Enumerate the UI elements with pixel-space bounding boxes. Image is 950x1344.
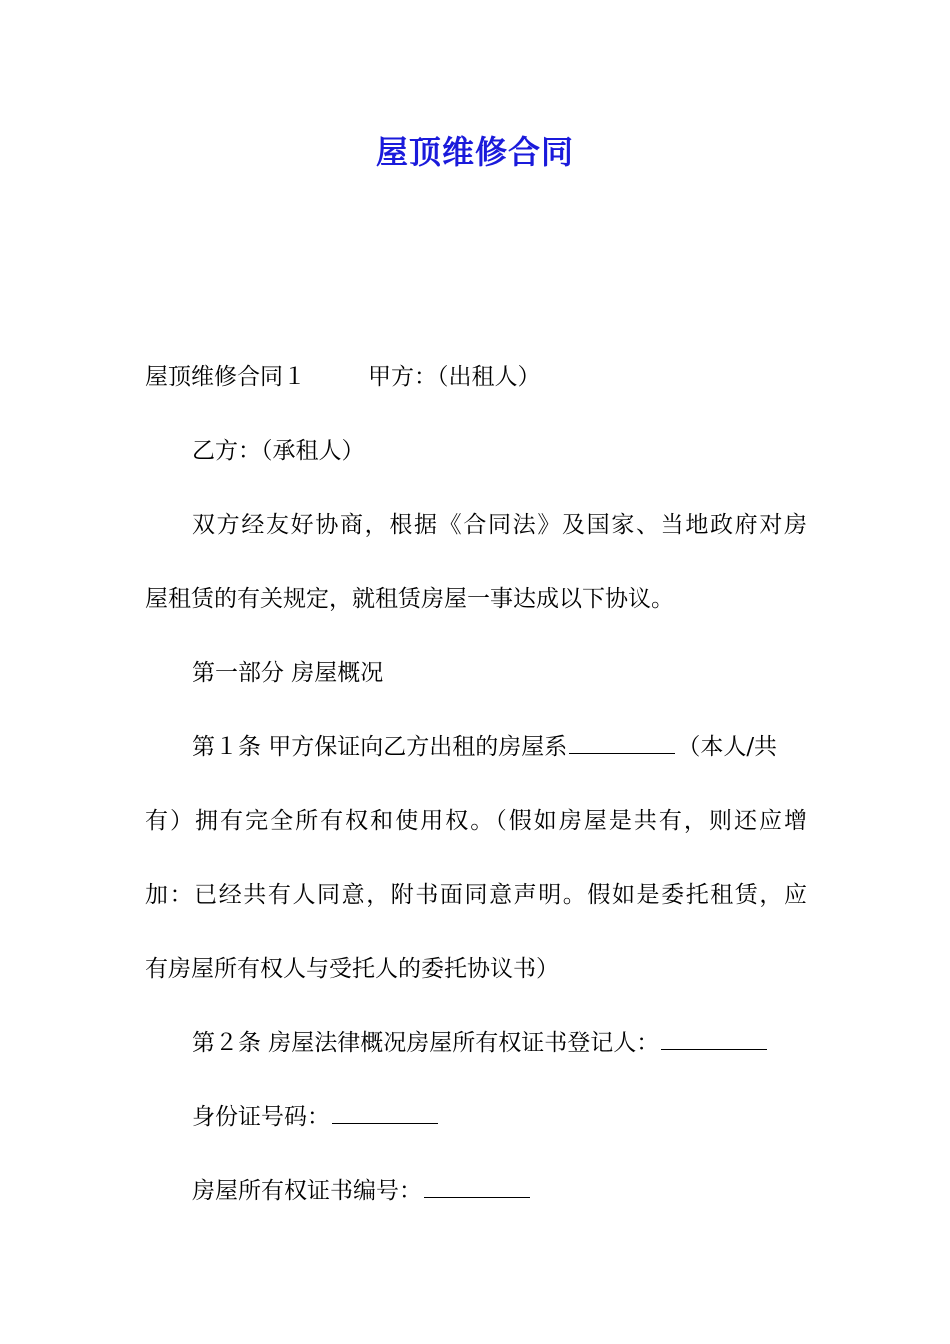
intro-line	[145, 340, 807, 414]
fill-in-blank[interactable]	[661, 1031, 767, 1050]
paragraph-line: 屋租赁的有关规定，就租赁房屋一事达成以下协议。	[145, 586, 674, 612]
article-1-line: 加：已经共有人同意，附书面同意声明。假如是委托租赁，应	[145, 882, 807, 908]
fill-in-blank[interactable]	[424, 1179, 530, 1198]
article-1-line: 有）拥有完全所有权和使用权。（假如房屋是共有，则还应增	[145, 808, 807, 834]
article-1-line	[145, 710, 807, 784]
article-1-text: （本人/共	[677, 734, 778, 760]
contract-label: 屋顶维修合同１	[145, 364, 306, 390]
fill-in-blank[interactable]	[569, 735, 675, 754]
party-b-label: 乙方：（承租人）	[192, 438, 365, 464]
article-2-text: 第２条 房屋法律概况房屋所有权证书登记人：	[192, 1030, 660, 1056]
certificate-number-line	[145, 1154, 807, 1228]
document-body	[145, 340, 807, 1228]
article-1-line: 有房屋所有权人与受托人的委托协议书）	[145, 956, 559, 982]
section-heading: 第一部分 房屋概况	[192, 660, 384, 686]
certificate-number-label: 房屋所有权证书编号：	[192, 1178, 422, 1204]
article-1-text: 第１条 甲方保证向乙方出租的房屋系	[192, 734, 568, 760]
article-2-line	[145, 1006, 807, 1080]
fill-in-blank[interactable]	[332, 1105, 438, 1124]
party-a-label: 甲方：（出租人）	[368, 364, 541, 390]
paragraph-line: 双方经友好协商，根据《合同法》及国家、当地政府对房	[192, 512, 807, 538]
id-number-line	[145, 1080, 807, 1154]
document-title: 屋顶维修合同	[375, 133, 574, 171]
id-number-label: 身份证号码：	[192, 1104, 330, 1130]
